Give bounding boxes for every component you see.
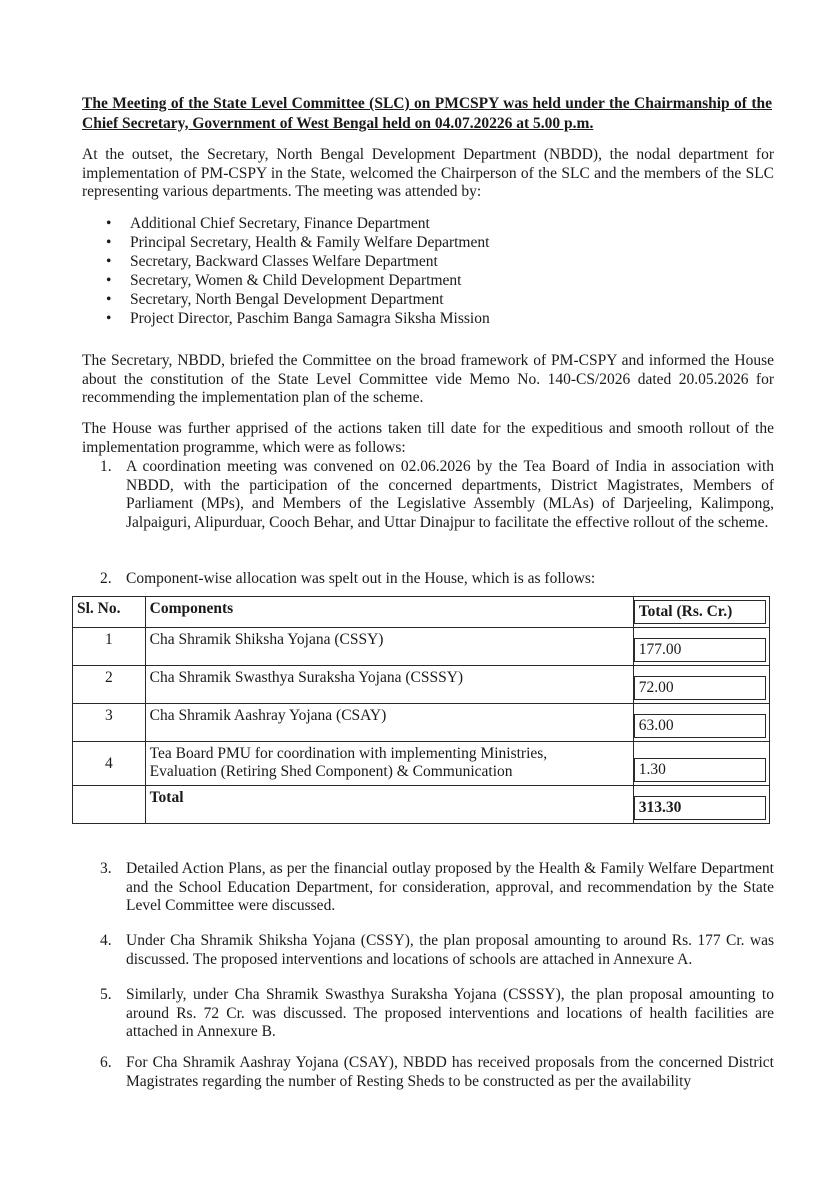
- action-item-3: [100, 860, 774, 916]
- apprised-paragraph: The House was further apprised of the actions taken till date for the expeditious and smooth rollout of the implementation programme, which were as follows:: [82, 420, 774, 456]
- attendee-item: • Secretary, Women & Child Development Department: [106, 272, 462, 289]
- item-text: A coordination meeting was convened on 02.06.2026 by the Tea Board of India in association with NBDD, with the participation of the concerned departments, District Magistrates, Members of Parliament (MPs), and Members of the Legislative Assembly (MLAs) of Darjeeling, Kalimpong, Jalpaiguri, Alipurduar, Cooch Behar, and Uttar Dinajpur to facilitate the effective rollout of the scheme.: [126, 458, 774, 531]
- attendee-item: • Secretary, North Bengal Development Department: [106, 291, 444, 308]
- item-text: For Cha Shramik Aashray Yojana (CSAY), NBDD has received proposals from the concerned District Magistrates regarding the number of Resting Sheds to be constructed as per the availability: [126, 1054, 774, 1090]
- cell-sl: 1: [104, 631, 113, 648]
- bullet-icon: •: [106, 272, 112, 289]
- item-number: 2.: [100, 570, 112, 587]
- table-header-row: [73, 597, 770, 628]
- bullet-icon: •: [106, 253, 112, 270]
- bullet-icon: •: [106, 310, 112, 327]
- table-total-row: [73, 786, 770, 824]
- intro-paragraph: At the outset, the Secretary, North Bengal Development Department (NBDD), the nodal department for implementation of PM-CSPY in the State, welcomed the Chairperson of the SLC and the members of the SLC representing various departments. The meeting was attended by:: [82, 146, 774, 200]
- header-sl-no: Sl. No.: [73, 597, 146, 628]
- cell-sl: 2: [104, 669, 113, 686]
- table-row: [73, 628, 770, 666]
- item-number: 4.: [100, 932, 112, 949]
- bullet-icon: •: [106, 291, 112, 308]
- briefing-paragraph: The Secretary, NBDD, briefed the Committee on the broad framework of PM-CSPY and informed the House about the constitution of the State Level Committee vide Memo No. 140-CS/2026 dated 20.05.2026 for recommending the implementation plan of the scheme.: [82, 352, 774, 406]
- total-value: 313.30: [634, 796, 766, 820]
- item-text: Similarly, under Cha Shramik Swasthya Suraksha Yojana (CSSSY), the plan proposal amounting to around Rs. 72 Cr. was discussed. The proposed interventions and locations of health facilities are attached in Annexure B.: [126, 986, 774, 1040]
- item-number: 6.: [100, 1054, 112, 1071]
- attendee-item: • Principal Secretary, Health & Family Welfare Department: [106, 234, 490, 251]
- cell-total: 1.30: [634, 758, 766, 782]
- action-item-6: [100, 1054, 774, 1091]
- cell-total: 72.00: [634, 676, 766, 700]
- header-components: Components: [145, 597, 633, 628]
- action-item-2: [100, 570, 774, 589]
- item-number: 5.: [100, 986, 112, 1003]
- attendee-item: • Secretary, Backward Classes Welfare Department: [106, 253, 438, 270]
- item-text: Component-wise allocation was spelt out in the House, which is as follows:: [126, 570, 596, 587]
- item-number: 3.: [100, 860, 112, 877]
- action-item-4: [100, 932, 774, 969]
- cell-total: 63.00: [634, 714, 766, 738]
- cell-component: Cha Shramik Aashray Yojana (CSAY): [149, 707, 387, 724]
- table-row: [73, 666, 770, 704]
- cell-total: 177.00: [634, 638, 766, 662]
- header-total: Total (Rs. Cr.): [633, 597, 769, 628]
- table-row: [73, 704, 770, 742]
- attendee-list: [106, 214, 490, 328]
- allocation-table: [72, 596, 770, 824]
- cell-component: Cha Shramik Shiksha Yojana (CSSY): [149, 631, 384, 648]
- bullet-icon: •: [106, 215, 112, 232]
- item-text: Under Cha Shramik Shiksha Yojana (CSSY), the plan proposal amounting to around Rs. 177 Cr. was discussed. The proposed interventions and locations of schools are attached in Annexure A.: [126, 932, 774, 968]
- item-text: Detailed Action Plans, as per the financial outlay proposed by the Health & Family Welfare Department and the School Education Department, for consideration, approval, and recommendation by the State Level Committee were discussed.: [126, 860, 774, 914]
- item-number: 1.: [100, 458, 112, 475]
- table-row: [73, 742, 770, 786]
- cell-sl: 4: [104, 754, 113, 772]
- action-item-1: [100, 458, 774, 532]
- action-item-5: [100, 986, 774, 1042]
- bullet-icon: •: [106, 234, 112, 251]
- cell-sl: 3: [104, 707, 113, 724]
- cell-component: Tea Board PMU for coordination with implementing Ministries, Evaluation (Retiring Shed Component) & Communication: [149, 745, 548, 780]
- total-label: Total: [149, 789, 184, 806]
- meeting-title: The Meeting of the State Level Committee (SLC) on PMCSPY was held under the Chairmanship of the Chief Secretary, Government of West Bengal held on 04.07.20226 at 5.00 p.m.: [82, 95, 772, 132]
- cell-component: Cha Shramik Swasthya Suraksha Yojana (CSSSY): [149, 669, 464, 686]
- attendee-item: • Project Director, Paschim Banga Samagra Siksha Mission: [106, 310, 490, 327]
- attendee-item: • Additional Chief Secretary, Finance Department: [106, 215, 430, 232]
